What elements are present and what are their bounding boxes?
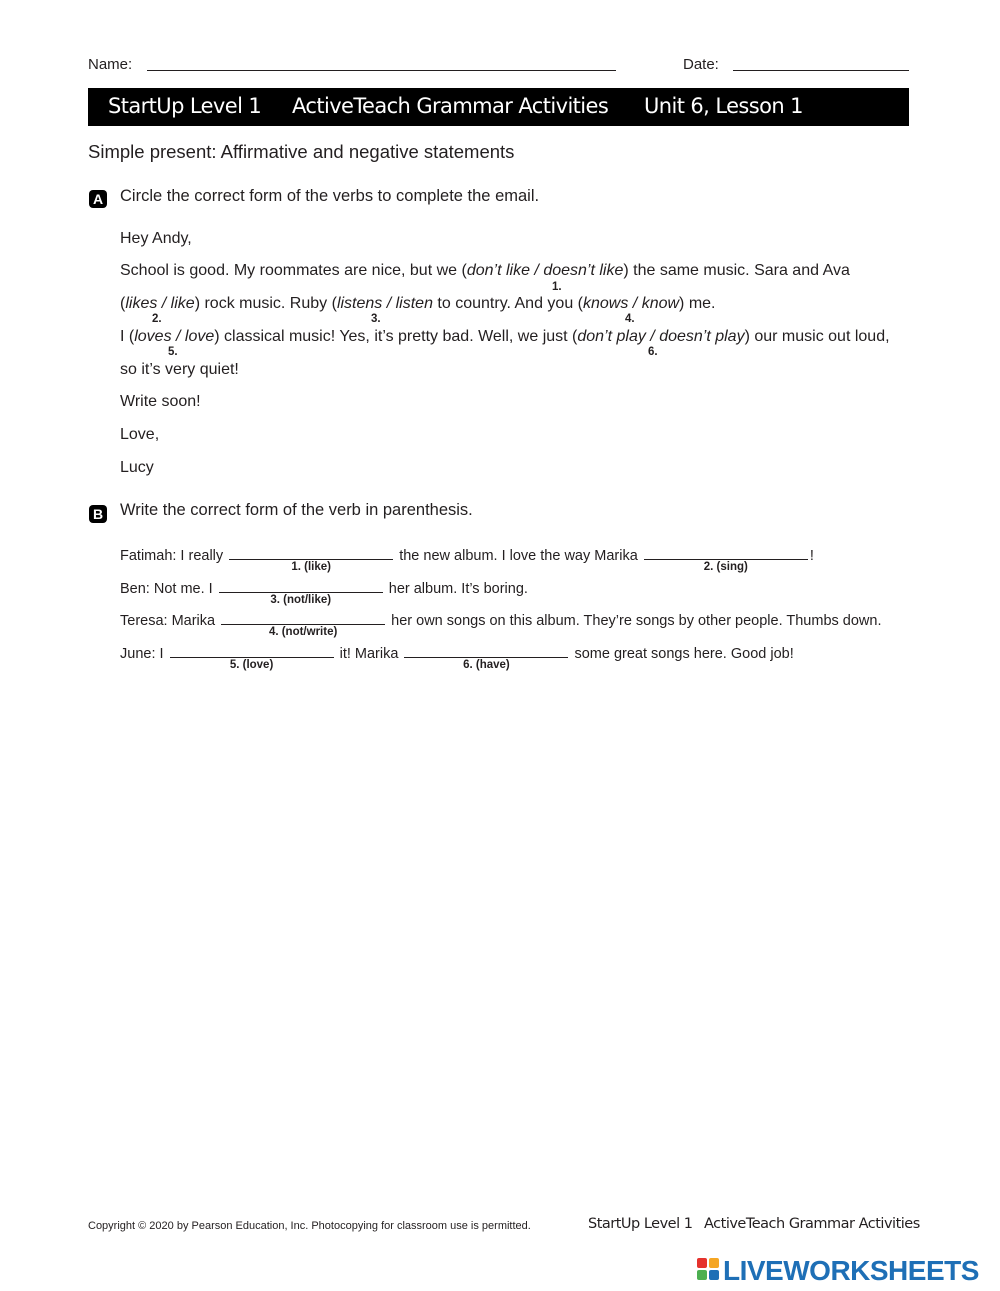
dialogue-text: her album. It’s boring. <box>388 581 528 597</box>
email-signoff: Write soon! <box>120 393 201 410</box>
logo-wordmark: LIVEWORKSHEETS <box>723 1255 979 1286</box>
choice-number-5: 5. <box>168 346 178 358</box>
dialogue-row-3 <box>120 610 882 638</box>
page-subtitle: Simple present: Affirmative and negative statements <box>88 141 515 162</box>
email-text: I ( <box>120 328 135 345</box>
date-label: Date: <box>683 56 719 73</box>
verb-choice-6[interactable]: don’t play / doesn’t play <box>577 328 745 345</box>
dialogue-text: Fatimah: I really <box>120 548 224 564</box>
answer-blank-6[interactable] <box>404 643 568 671</box>
answer-blank-1[interactable] <box>229 545 393 573</box>
section-a-instruction: Circle the correct form of the verbs to complete the email. <box>120 187 540 205</box>
verb-choice-2[interactable]: likes / like <box>125 295 195 312</box>
dialogue-text: Ben: Not me. I <box>120 581 213 597</box>
email-line-2 <box>120 295 716 313</box>
blank-hint-4: 4. (not/write) <box>268 626 338 638</box>
name-field[interactable] <box>147 70 616 71</box>
choice-number-6: 6. <box>648 346 658 358</box>
email-line-3 <box>120 328 890 346</box>
choice-number-3: 3. <box>371 313 381 325</box>
footer-product: ActiveTeach Grammar Activities <box>704 1216 920 1232</box>
email-text: ) classical music! Yes, it’s pretty bad. Well, we just ( <box>214 328 578 345</box>
blank-hint-3: 3. (not/like) <box>270 594 332 606</box>
dialogue-text: it! Marika <box>339 646 399 662</box>
dialogue-text: some great songs here. Good job! <box>574 646 794 662</box>
blank-hint-6: 6. (have) <box>463 659 510 671</box>
banner-product: ActiveTeach Grammar Activities <box>292 94 609 118</box>
choice-number-2: 2. <box>152 313 162 325</box>
section-a-badge: A <box>89 190 107 208</box>
dialogue-text: ! <box>809 548 814 564</box>
logo-icon <box>697 1258 721 1282</box>
email-text: ) me. <box>679 295 716 312</box>
footer-level: StartUp Level 1 <box>588 1216 693 1232</box>
blank-hint-2: 2. (sing) <box>703 561 748 573</box>
email-line-4: so it’s very quiet! <box>120 361 239 378</box>
choice-number-1: 1. <box>552 281 562 293</box>
dialogue-text: her own songs on this album. They’re songs by other people. Thumbs down. <box>391 613 882 629</box>
dialogue-row-2 <box>120 578 528 606</box>
email-text: ) rock music. Ruby ( <box>194 295 337 312</box>
section-b-badge: B <box>89 505 107 523</box>
email-text: ) the same music. Sara and Ava <box>623 262 850 279</box>
blank-hint-1: 1. (like) <box>291 561 331 573</box>
banner-level: StartUp Level 1 <box>108 94 262 118</box>
verb-choice-1[interactable]: don’t like / doesn’t like <box>466 262 624 279</box>
banner-unit: Unit 6, Lesson 1 <box>644 94 803 118</box>
title-banner <box>88 88 909 126</box>
email-greeting: Hey Andy, <box>120 230 192 247</box>
dialogue-text: Teresa: Marika <box>120 613 216 629</box>
dialogue-text: the new album. I love the way Marika <box>399 548 638 564</box>
email-text: ) our music out loud, <box>744 328 890 345</box>
answer-blank-2[interactable] <box>644 545 808 573</box>
answer-blank-3[interactable] <box>219 578 383 606</box>
verb-choice-5[interactable]: loves / love <box>134 328 215 345</box>
answer-blank-4[interactable] <box>221 610 385 638</box>
email-line-1 <box>120 262 850 280</box>
dialogue-row-1 <box>120 545 814 573</box>
email-closing: Love, <box>120 426 160 443</box>
section-b-instruction: Write the correct form of the verb in parenthesis. <box>120 501 473 519</box>
verb-choice-3[interactable]: listens / listen <box>336 295 433 312</box>
email-text: School is good. My roommates are nice, but we ( <box>120 262 467 279</box>
choice-number-4: 4. <box>625 313 635 325</box>
email-signature: Lucy <box>120 459 154 476</box>
dialogue-row-4 <box>120 643 794 671</box>
name-label: Name: <box>88 56 133 73</box>
email-text: to country. And you ( <box>432 295 583 312</box>
verb-choice-4[interactable]: knows / know <box>583 295 680 312</box>
email-text: ( <box>120 295 126 312</box>
blank-hint-5: 5. (love) <box>229 659 274 671</box>
dialogue-text: June: I <box>120 646 164 662</box>
date-field[interactable] <box>733 70 909 71</box>
copyright-notice: Copyright © 2020 by Pearson Education, Inc. Photocopying for classroom use is permitted. <box>88 1220 531 1232</box>
answer-blank-5[interactable] <box>170 643 334 671</box>
